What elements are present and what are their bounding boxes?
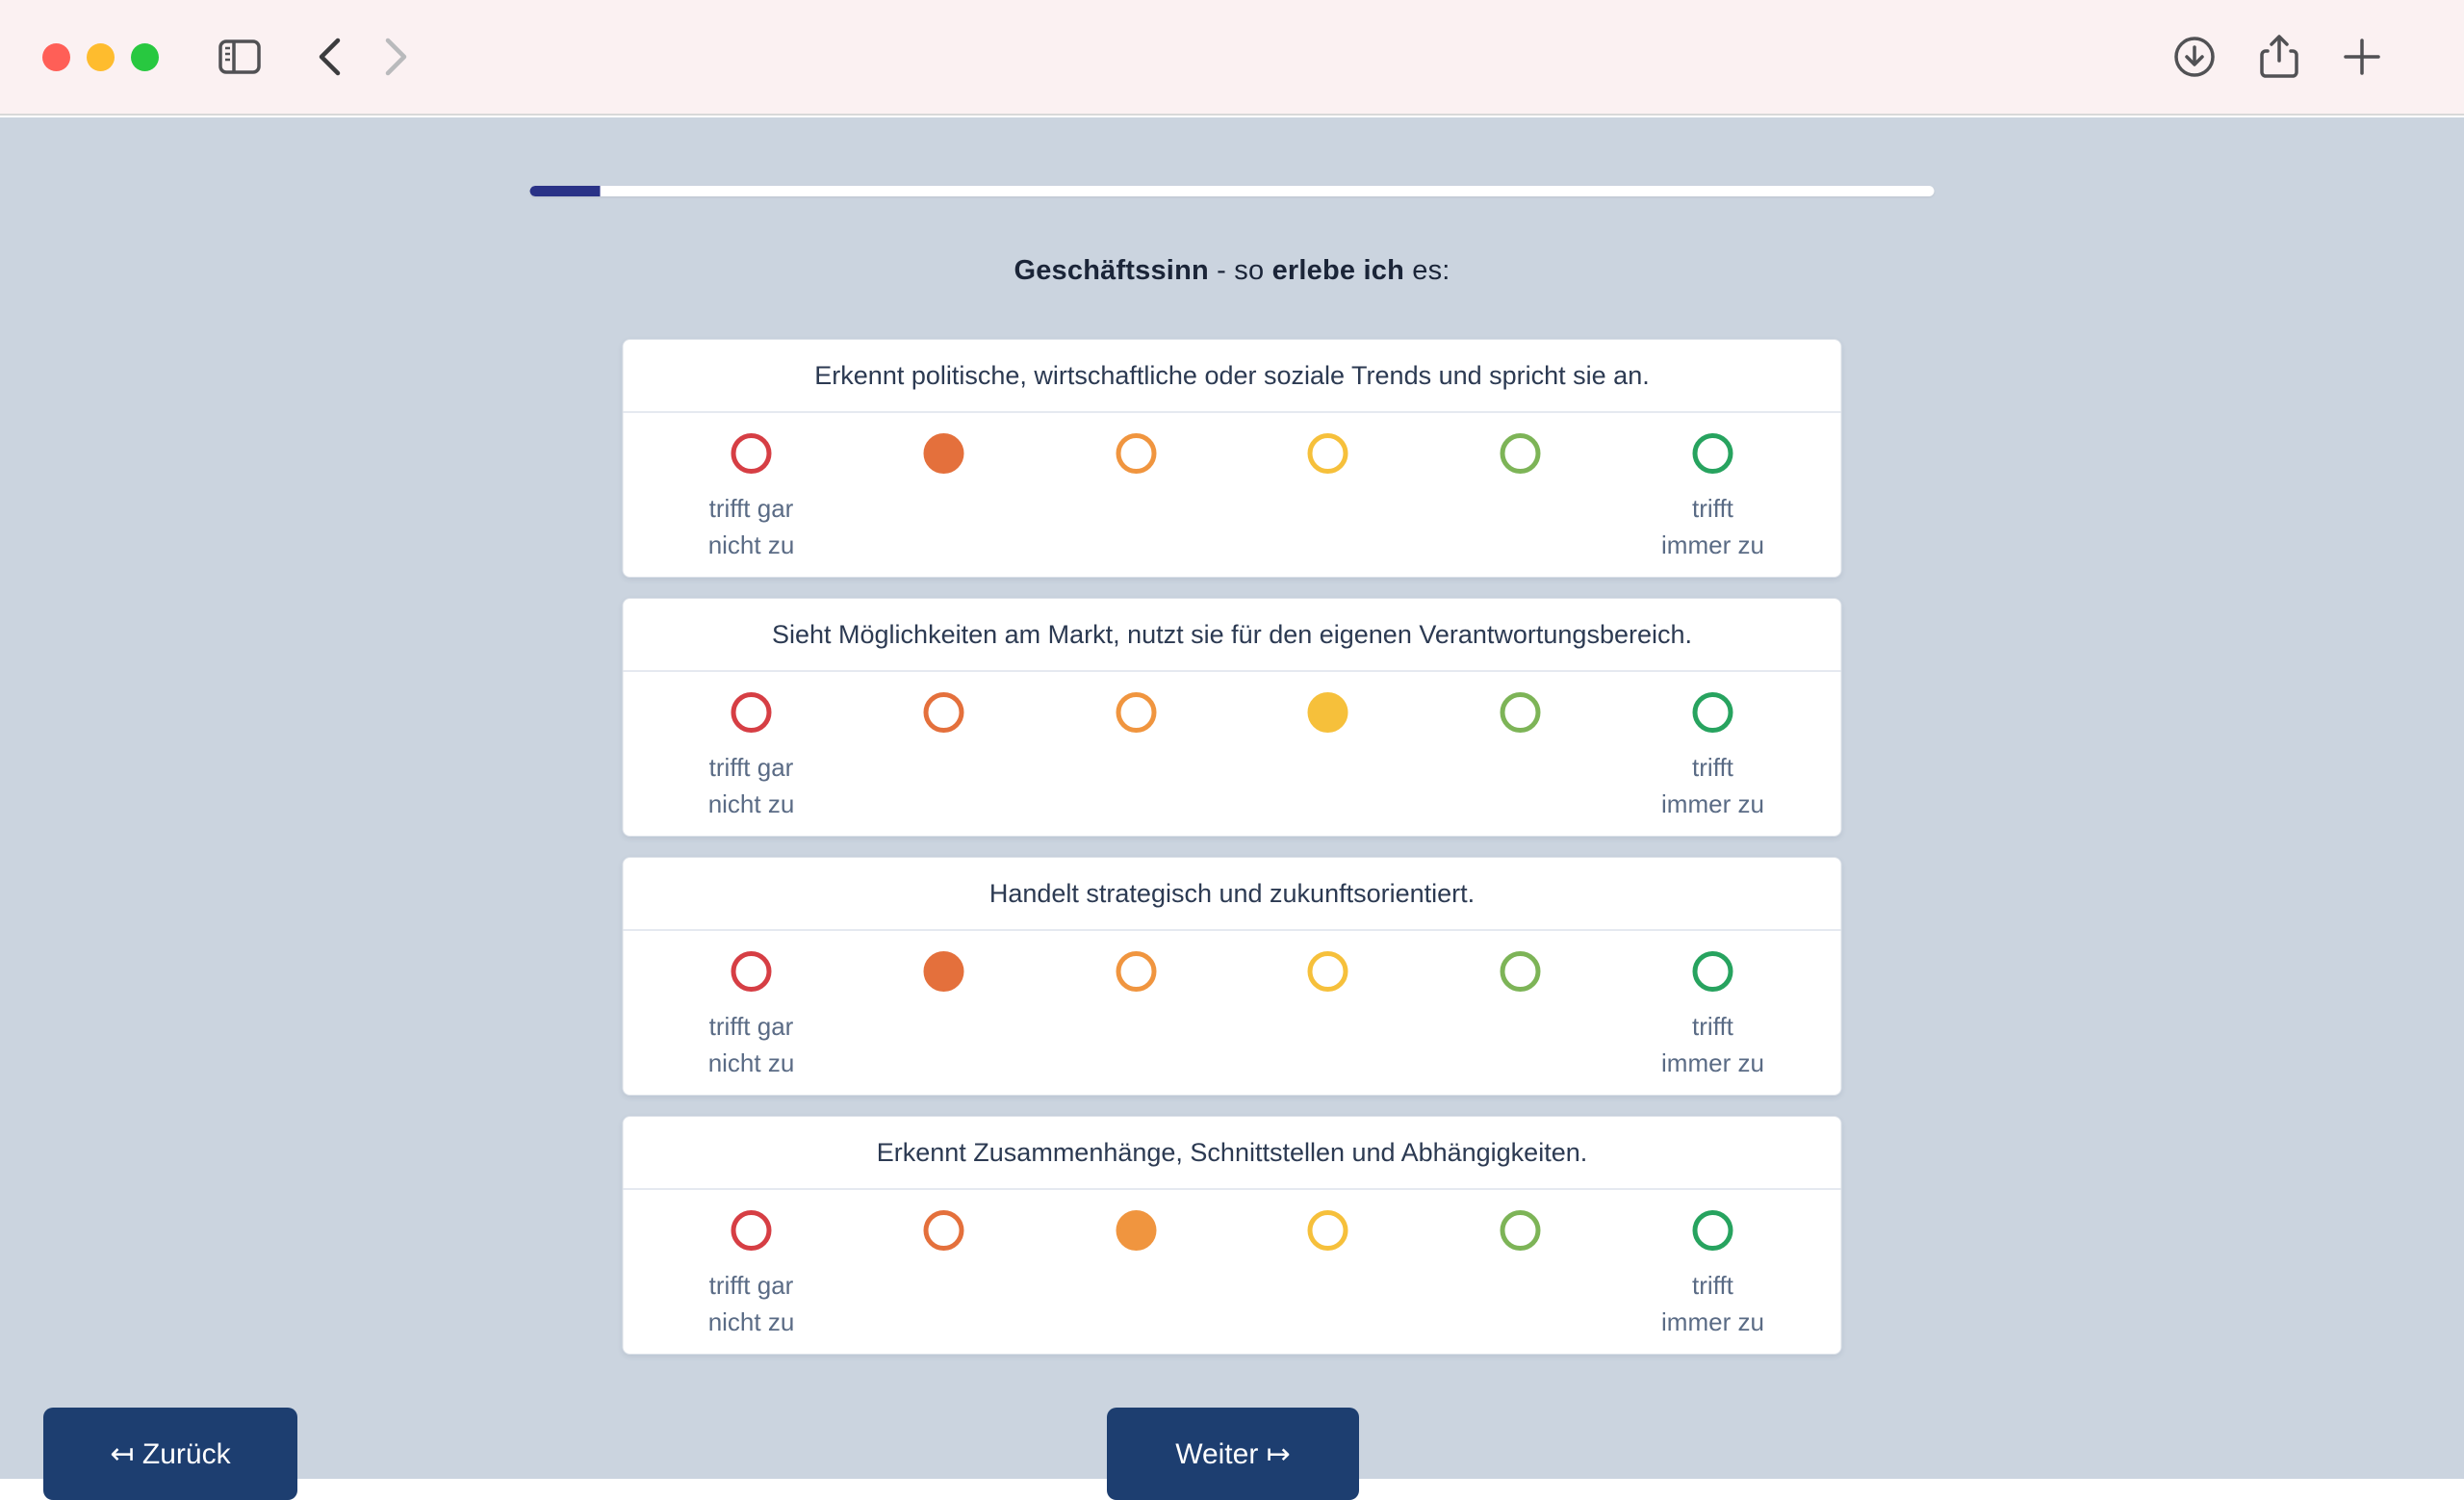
scale-option-radio[interactable] [732,951,772,992]
scale-option-radio[interactable] [1501,951,1541,992]
scale-option [1449,1210,1593,1340]
zoom-window-button[interactable] [131,43,159,71]
scale-option [871,433,1015,563]
title-topic: Geschäftssinn [1014,255,1209,286]
scale-option-radio[interactable] [1116,951,1156,992]
scale-option-radio[interactable] [1501,1210,1541,1251]
share-icon[interactable] [2260,34,2298,80]
scale-option [680,692,824,822]
scale-option [1640,951,1784,1081]
answer-scale [624,1190,1841,1354]
scale-option-radio[interactable] [1116,1210,1156,1251]
progress-bar-fill [530,186,601,196]
survey-page [0,117,2464,1479]
scale-option [1256,951,1400,1081]
scale-option [1064,1210,1208,1340]
scale-option [680,951,824,1081]
scale-option-radio[interactable] [923,433,963,474]
traffic-lights [42,43,159,71]
scale-option-label: trifft gar nicht zu [707,1012,795,1077]
scale-option-radio[interactable] [1501,692,1541,733]
scale-option [871,951,1015,1081]
question-card [623,1116,1842,1355]
new-tab-icon[interactable] [2343,38,2381,76]
scale-option-label: trifft immer zu [1661,494,1764,559]
scale-option-radio[interactable] [1308,692,1348,733]
scale-option-radio[interactable] [1692,692,1732,733]
scale-option [1640,692,1784,822]
scale-option-radio[interactable] [1308,1210,1348,1251]
close-window-button[interactable] [42,43,70,71]
scale-option [1064,951,1208,1081]
scale-option-radio[interactable] [732,692,772,733]
minimize-window-button[interactable] [87,43,115,71]
answer-scale [624,672,1841,836]
question-text: Erkennt Zusammenhänge, Schnittstellen und Abhängigkeiten. [624,1117,1841,1190]
answer-scale [624,931,1841,1095]
scale-option-radio[interactable] [1692,951,1732,992]
scale-option-radio[interactable] [923,951,963,992]
scale-option [1064,692,1208,822]
scale-option-label: trifft immer zu [1661,1271,1764,1336]
scale-option [1449,692,1593,822]
scale-option-label: trifft immer zu [1661,753,1764,818]
title-emphasis: erlebe ich [1271,255,1404,286]
scale-option [680,1210,824,1340]
scale-option-radio[interactable] [732,1210,772,1251]
scale-option-radio[interactable] [923,692,963,733]
question-text: Erkennt politische, wirtschaftliche oder soziale Trends und spricht sie an. [624,340,1841,413]
scale-option [1256,692,1400,822]
scale-option [680,433,824,563]
scale-option-radio[interactable] [1692,433,1732,474]
scale-option [1449,951,1593,1081]
question-text: Handelt strategisch und zukunftsorientiert. [624,858,1841,931]
scale-option-radio[interactable] [1308,951,1348,992]
scale-option [1640,433,1784,563]
question-card [623,857,1842,1096]
scale-option [1064,433,1208,563]
scale-option [1256,1210,1400,1340]
scale-option-label: trifft gar nicht zu [707,1271,795,1336]
scale-option [1640,1210,1784,1340]
page-title: Geschäftssinn - so erlebe ich es: [1014,255,1450,286]
scale-option [871,692,1015,822]
progress-bar [530,186,1935,196]
back-button[interactable]: ↤ Zurück [43,1408,297,1500]
question-card [623,598,1842,837]
scale-option [1256,433,1400,563]
scale-option-radio[interactable] [1692,1210,1732,1251]
scale-option-label: trifft gar nicht zu [707,753,795,818]
question-cards [623,339,1842,1355]
scale-option-radio[interactable] [1116,692,1156,733]
scale-option-radio[interactable] [1308,433,1348,474]
forward-icon[interactable] [384,38,409,76]
download-icon[interactable] [2173,36,2216,78]
scale-option-label: trifft gar nicht zu [707,494,795,559]
answer-scale [624,413,1841,577]
scale-option-radio[interactable] [1116,433,1156,474]
scale-option-radio[interactable] [732,433,772,474]
scale-option [871,1210,1015,1340]
question-text: Sieht Möglichkeiten am Markt, nutzt sie für den eigenen Verantwortungsbereich. [624,599,1841,672]
sidebar-toggle-icon[interactable] [218,39,261,74]
next-button[interactable]: Weiter ↦ [1107,1408,1359,1500]
scale-option-radio[interactable] [1501,433,1541,474]
scale-option [1449,433,1593,563]
scale-option-label: trifft immer zu [1661,1012,1764,1077]
scale-option-radio[interactable] [923,1210,963,1251]
back-icon[interactable] [317,38,342,76]
browser-toolbar [0,0,2464,116]
question-card [623,339,1842,578]
